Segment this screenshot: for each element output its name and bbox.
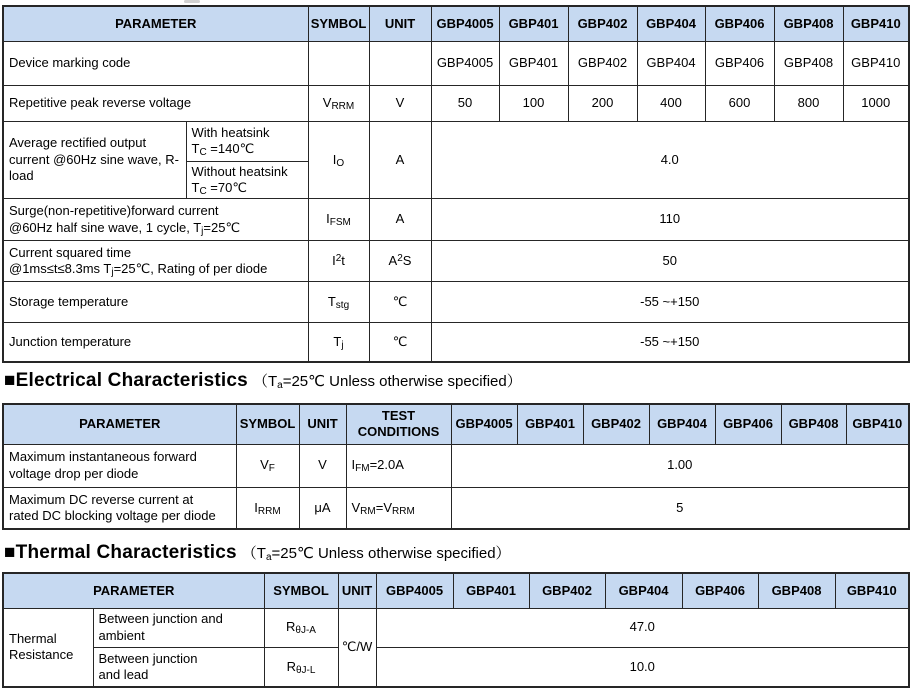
symbol-header-cell: SYMBOL <box>308 6 369 41</box>
value-cell: GBP406 <box>705 41 774 85</box>
unit-cell: $A^2S$ <box>369 241 431 282</box>
unit-cell: μA <box>299 487 346 529</box>
electrical-header-row <box>3 404 909 444</box>
unit-cell: A <box>369 199 431 241</box>
model-header-cell: GBP404 <box>605 573 682 608</box>
section-condition-note: （$T_a=25℃$ Unless otherwise specified） <box>241 545 511 563</box>
unit-header-cell: UNIT <box>369 6 431 41</box>
merged-value-cell: 5 <box>451 487 909 529</box>
unit-cell: ℃/W <box>338 608 376 687</box>
unit-header-cell: UNIT <box>299 404 346 444</box>
param-cell: Maximum DC reverse current at rated DC blocking voltage per diode <box>3 487 236 529</box>
model-header-cell: GBP401 <box>499 6 568 41</box>
value-cell: 50 <box>431 85 499 121</box>
param-cell: Repetitive peak reverse voltage <box>3 85 308 121</box>
symbol-cell: $V_{RRM}$ <box>308 85 369 121</box>
model-header-cell: GBP410 <box>835 573 909 608</box>
unit-cell: V <box>369 85 431 121</box>
symbol-cell: $I_{FSM}$ <box>308 199 369 241</box>
parameter-header-cell: PARAMETER <box>3 6 308 41</box>
symbol-cell: $I_{RRM}$ <box>236 487 299 529</box>
unit-cell: A <box>369 121 431 199</box>
symbol-cell: $I^2t$ <box>308 241 369 282</box>
ifsm-row <box>3 199 909 241</box>
symbol-cell: $I_O$ <box>308 121 369 199</box>
param-cell: Current squared time @1ms≤t≤8.3ms $T_j=25℃$, Rating of per diode <box>3 241 308 282</box>
merged-value-cell: 110 <box>431 199 909 241</box>
model-header-cell: GBP408 <box>781 404 846 444</box>
tstg-row <box>3 282 909 323</box>
crop-artifact <box>184 0 200 3</box>
section-title: ■Electrical Characteristics <box>4 370 248 391</box>
model-header-cell: GBP410 <box>846 404 909 444</box>
merged-value-cell: 1.00 <box>451 444 909 487</box>
value-cell: GBP410 <box>843 41 909 85</box>
symbol-cell: $T_{stg}$ <box>308 282 369 323</box>
section-condition-note: （$T_a=25℃$ Unless otherwise specified） <box>252 373 522 391</box>
model-header-cell: GBP401 <box>453 573 529 608</box>
tj-row <box>3 323 909 362</box>
thermal-header-row <box>3 573 909 608</box>
maximum-ratings-table <box>2 5 910 363</box>
rth-ja-row <box>3 608 909 647</box>
value-cell: GBP402 <box>568 41 637 85</box>
test-conditions-header-cell: TEST CONDITIONS <box>346 404 451 444</box>
unit-cell: ℃ <box>369 323 431 362</box>
test-conditions-cell: $V_{RM}=V_{RRM}$ <box>346 487 451 529</box>
model-header-cell: GBP402 <box>529 573 605 608</box>
test-conditions-cell: $I_{FM}=2.0A$ <box>346 444 451 487</box>
merged-value-cell: -55 ~+150 <box>431 323 909 362</box>
io-row-with-heatsink <box>3 121 909 161</box>
model-header-cell: GBP406 <box>705 6 774 41</box>
rth-jl-row <box>3 647 909 687</box>
model-header-cell: GBP408 <box>774 6 843 41</box>
param-cell: Between junction and ambient <box>93 608 264 647</box>
model-header-cell: GBP406 <box>682 573 758 608</box>
ratings-header-row <box>3 6 909 41</box>
parameter-header-cell: PARAMETER <box>3 404 236 444</box>
empty-unit-cell <box>369 41 431 85</box>
merged-value-cell: 47.0 <box>376 608 909 647</box>
param-cell: Device marking code <box>3 41 308 85</box>
model-header-cell: GBP408 <box>758 573 835 608</box>
value-cell: 800 <box>774 85 843 121</box>
model-header-cell: GBP4005 <box>376 573 453 608</box>
param-cell: Maximum instantaneous forward voltage drop per diode <box>3 444 236 487</box>
device-marking-row <box>3 41 909 85</box>
value-cell: 1000 <box>843 85 909 121</box>
empty-symbol-cell <box>308 41 369 85</box>
value-cell: GBP401 <box>499 41 568 85</box>
thermal-section-heading <box>4 542 511 564</box>
merged-value-cell: -55 ~+150 <box>431 282 909 323</box>
merged-value-cell: 4.0 <box>431 121 909 199</box>
unit-cell: ℃ <box>369 282 431 323</box>
section-title: ■Thermal Characteristics <box>4 542 237 563</box>
merged-value-cell: 10.0 <box>376 647 909 687</box>
symbol-cell: $R_{\theta J-A}$ <box>264 608 338 647</box>
model-header-cell: GBP410 <box>843 6 909 41</box>
value-cell: GBP4005 <box>431 41 499 85</box>
value-cell: GBP404 <box>637 41 705 85</box>
i2t-row <box>3 241 909 282</box>
unit-header-cell: UNIT <box>338 573 376 608</box>
vrrm-row <box>3 85 909 121</box>
irrm-row <box>3 487 909 529</box>
electrical-characteristics-table <box>2 403 910 530</box>
param-group-cell: Thermal Resistance <box>3 608 93 687</box>
model-header-cell: GBP4005 <box>431 6 499 41</box>
thermal-characteristics-table <box>2 572 910 688</box>
vf-row <box>3 444 909 487</box>
electrical-section-heading <box>4 370 522 392</box>
symbol-header-cell: SYMBOL <box>236 404 299 444</box>
model-header-cell: GBP404 <box>649 404 715 444</box>
value-cell: 600 <box>705 85 774 121</box>
value-cell: 100 <box>499 85 568 121</box>
model-header-cell: GBP404 <box>637 6 705 41</box>
value-cell: 200 <box>568 85 637 121</box>
value-cell: GBP408 <box>774 41 843 85</box>
condition-subcell: Without heatsink $T_C$ =70℃ <box>186 161 308 199</box>
param-cell: Storage temperature <box>3 282 308 323</box>
value-cell: 400 <box>637 85 705 121</box>
symbol-cell: $R_{\theta J-L}$ <box>264 647 338 687</box>
param-cell: Average rectified output current @60Hz sine wave, R-load <box>3 121 186 199</box>
condition-subcell: With heatsink $T_C$ =140℃ <box>186 121 308 161</box>
model-header-cell: GBP402 <box>583 404 649 444</box>
param-cell: Between junction and lead <box>93 647 264 687</box>
model-header-cell: GBP402 <box>568 6 637 41</box>
model-header-cell: GBP401 <box>517 404 583 444</box>
model-header-cell: GBP4005 <box>451 404 517 444</box>
symbol-cell: $V_F$ <box>236 444 299 487</box>
model-header-cell: GBP406 <box>715 404 781 444</box>
symbol-header-cell: SYMBOL <box>264 573 338 608</box>
param-cell: Surge(non-repetitive)forward current @60Hz half sine wave, 1 cycle, $T_j=25℃$ <box>3 199 308 241</box>
param-cell: Junction temperature <box>3 323 308 362</box>
merged-value-cell: 50 <box>431 241 909 282</box>
symbol-cell: $T_j$ <box>308 323 369 362</box>
unit-cell: V <box>299 444 346 487</box>
parameter-header-cell: PARAMETER <box>3 573 264 608</box>
